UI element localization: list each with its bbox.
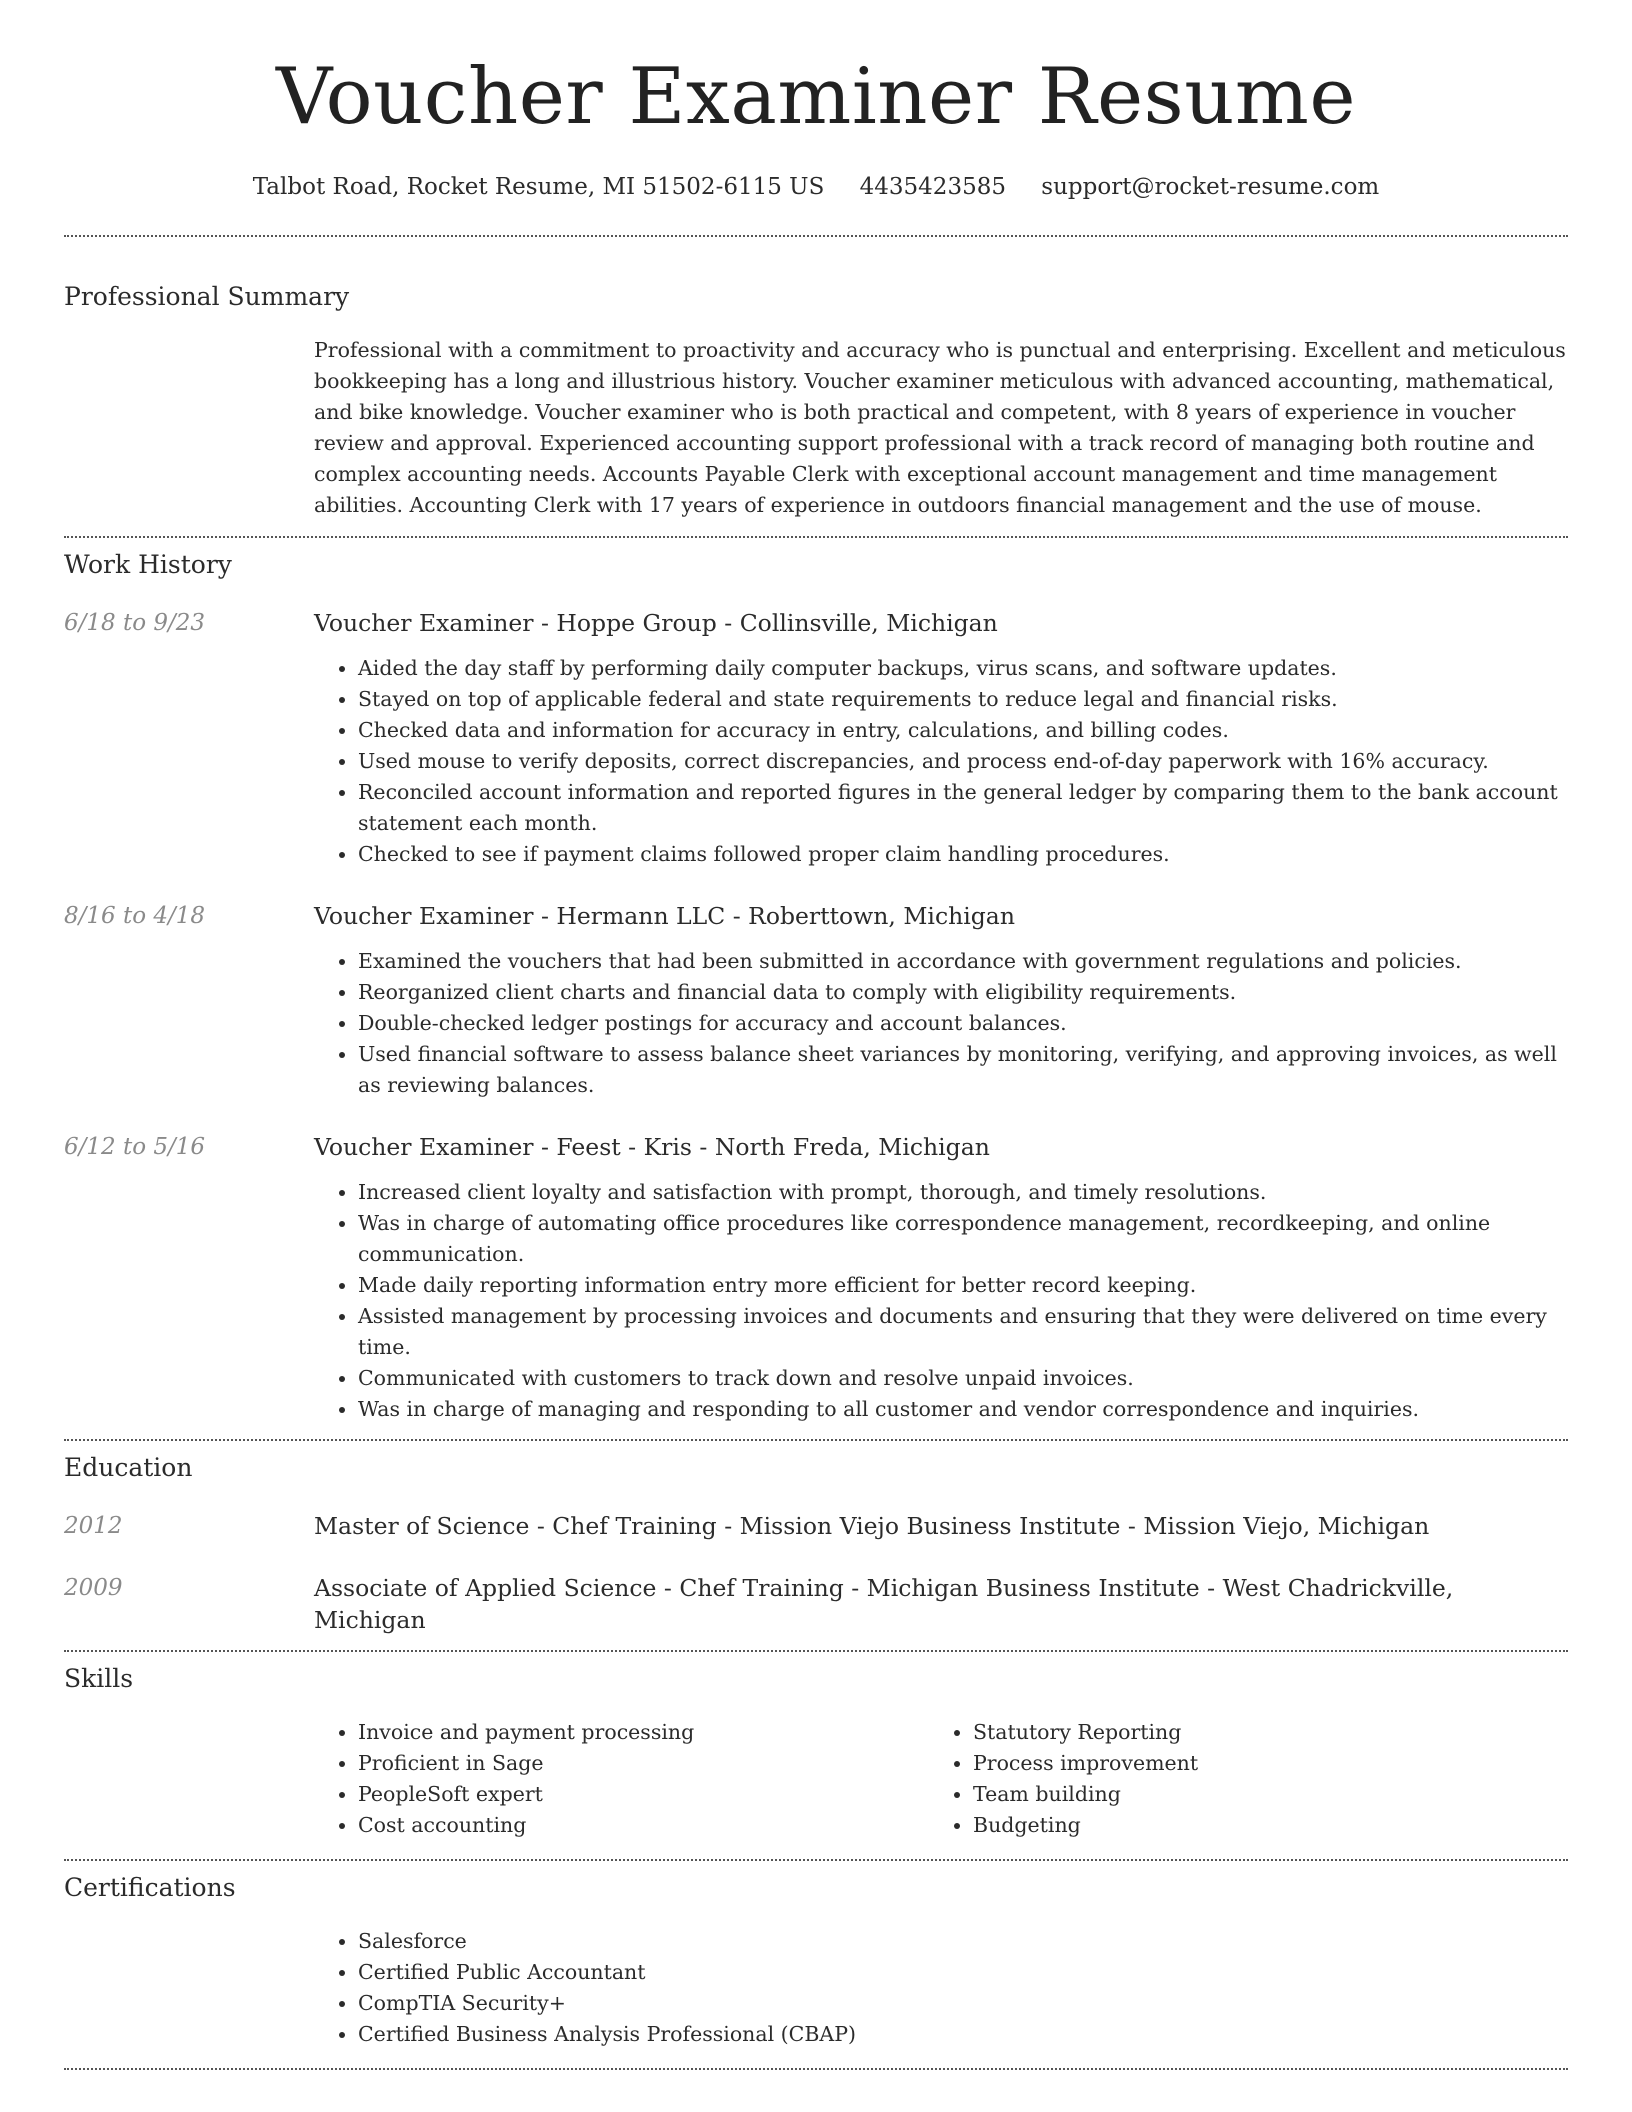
list-item: • Communicated with customers to track down and resolve unpaid invoices. [358, 1363, 1568, 1394]
list-item: • Checked to see if payment claims followed proper claim handling procedures. [358, 839, 1568, 870]
certifications-section [64, 1872, 1568, 2050]
summary-text: Professional with a commitment to proactivity and accuracy who is punctual and enterprising. Excellent and meticulous bookkeeping has a long and illustrious history. Voucher examiner meticulous with advanced accounting, mathematical, and bike knowledge. Voucher examiner who is both practical and competent, with 8 years of experience in voucher review and approval. Experienced accounting support professional with a track record of managing both routine and complex accounting needs. Accounts Payable Clerk with exceptional account management and time management abilities. Accounting Clerk with 17 years of experience in outdoors financial management and the use of mouse. [314, 338, 1566, 517]
education-year: 2009 [64, 1575, 123, 1601]
list-item: • Certified Business Analysis Professional (CBAP) [358, 2019, 1568, 2050]
list-item: • Stayed on top of applicable federal and state requirements to reduce legal and financial risks. [358, 684, 1568, 715]
list-item: • PeopleSoft expert [358, 1779, 929, 1810]
list-item: • Reconciled account information and reported figures in the general ledger by comparing them to the bank account statement each month. [358, 777, 1568, 839]
list-item: • Reorganized client charts and financial data to comply with eligibility requirements. [358, 977, 1568, 1008]
list-item: • CompTIA Security+ [358, 1988, 1568, 2019]
education-year: 2012 [64, 1513, 123, 1539]
job-bullets [314, 653, 1568, 870]
certifications-wrap [314, 1926, 1568, 2050]
education-entry [64, 1572, 1568, 1636]
education-heading: Education [64, 1453, 193, 1482]
job-bullets [314, 946, 1568, 1101]
contact-email: support@rocket-resume.com [1041, 174, 1380, 200]
list-item: • Process improvement [973, 1748, 1544, 1779]
job-heading: Voucher Examiner - Hermann LLC - Roberttown, Michigan [314, 902, 1015, 930]
job-dates: 6/12 to 5/16 [64, 1134, 206, 1160]
skills-list [929, 1717, 1544, 1841]
work-heading: Work History [64, 550, 232, 579]
list-item: • Was in charge of automating office procedures like correspondence management, recordkeeping, and online communication. [358, 1208, 1568, 1270]
job-entry [64, 1131, 1568, 1425]
job-dates: 8/16 to 4/18 [64, 903, 206, 929]
list-item: • Increased client loyalty and satisfaction with prompt, thorough, and timely resolutions. [358, 1177, 1568, 1208]
list-item: • Checked data and information for accuracy in entry, calculations, and billing codes. [358, 715, 1568, 746]
list-item: • Invoice and payment processing [358, 1717, 929, 1748]
job-entry [64, 607, 1568, 870]
divider [64, 1650, 1568, 1652]
list-item: • Used financial software to assess balance sheet variances by monitoring, verifying, and approving invoices, as well as reviewing balances. [358, 1039, 1568, 1101]
contact-phone: 4435423585 [859, 174, 1006, 200]
skills-list [314, 1717, 929, 1841]
summary-section [64, 281, 1568, 521]
divider [64, 536, 1568, 538]
certifications-heading: Certifications [64, 1873, 236, 1902]
job-bullets [314, 1177, 1568, 1425]
certifications-list [314, 1926, 1568, 2050]
job-heading: Voucher Examiner - Feest - Kris - North Freda, Michigan [314, 1133, 990, 1161]
education-heading-line: Associate of Applied Science - Chef Training - Michigan Business Institute - West Chadrickville, Michigan [314, 1574, 1454, 1634]
divider [64, 1859, 1568, 1861]
list-item: • Statutory Reporting [973, 1717, 1544, 1748]
skills-section [64, 1663, 1568, 1841]
list-item: • Budgeting [973, 1810, 1544, 1841]
list-item: • Was in charge of managing and responding to all customer and vendor correspondence and inquiries. [358, 1394, 1568, 1425]
list-item: • Examined the vouchers that had been submitted in accordance with government regulations and policies. [358, 946, 1568, 977]
resume-page [64, 0, 1568, 2070]
skills-column-right [929, 1717, 1544, 1841]
list-item: • Used mouse to verify deposits, correct discrepancies, and process end-of-day paperwork with 16% accuracy. [358, 746, 1568, 777]
list-item: • Cost accounting [358, 1810, 929, 1841]
contact-line [64, 172, 1568, 202]
education-heading-line: Master of Science - Chef Training - Mission Viejo Business Institute - Mission Viejo, Michigan [314, 1512, 1430, 1540]
skills-columns [314, 1717, 1568, 1841]
summary-heading: Professional Summary [64, 282, 350, 311]
list-item: • Certified Public Accountant [358, 1957, 1568, 1988]
education-entry [64, 1510, 1568, 1542]
list-item: • Aided the day staff by performing daily computer backups, virus scans, and software updates. [358, 653, 1568, 684]
education-section [64, 1452, 1568, 1636]
divider [64, 1439, 1568, 1441]
job-heading: Voucher Examiner - Hoppe Group - Collinsville, Michigan [314, 609, 998, 637]
divider [64, 2068, 1568, 2070]
contact-address: Talbot Road, Rocket Resume, MI 51502-6115 US [252, 174, 825, 200]
resume-title: Voucher Examiner Resume [275, 52, 1357, 142]
list-item: • Team building [973, 1779, 1544, 1810]
list-item: • Double-checked ledger postings for accuracy and account balances. [358, 1008, 1568, 1039]
list-item: • Salesforce [358, 1926, 1568, 1957]
skills-column-left [314, 1717, 929, 1841]
job-dates: 6/18 to 9/23 [64, 610, 206, 636]
job-entry [64, 900, 1568, 1101]
skills-heading: Skills [64, 1664, 134, 1693]
list-item: • Assisted management by processing invoices and documents and ensuring that they were delivered on time every time. [358, 1301, 1568, 1363]
list-item: • Made daily reporting information entry more efficient for better record keeping. [358, 1270, 1568, 1301]
list-item: • Proficient in Sage [358, 1748, 929, 1779]
work-section [64, 549, 1568, 1425]
divider [64, 235, 1568, 237]
